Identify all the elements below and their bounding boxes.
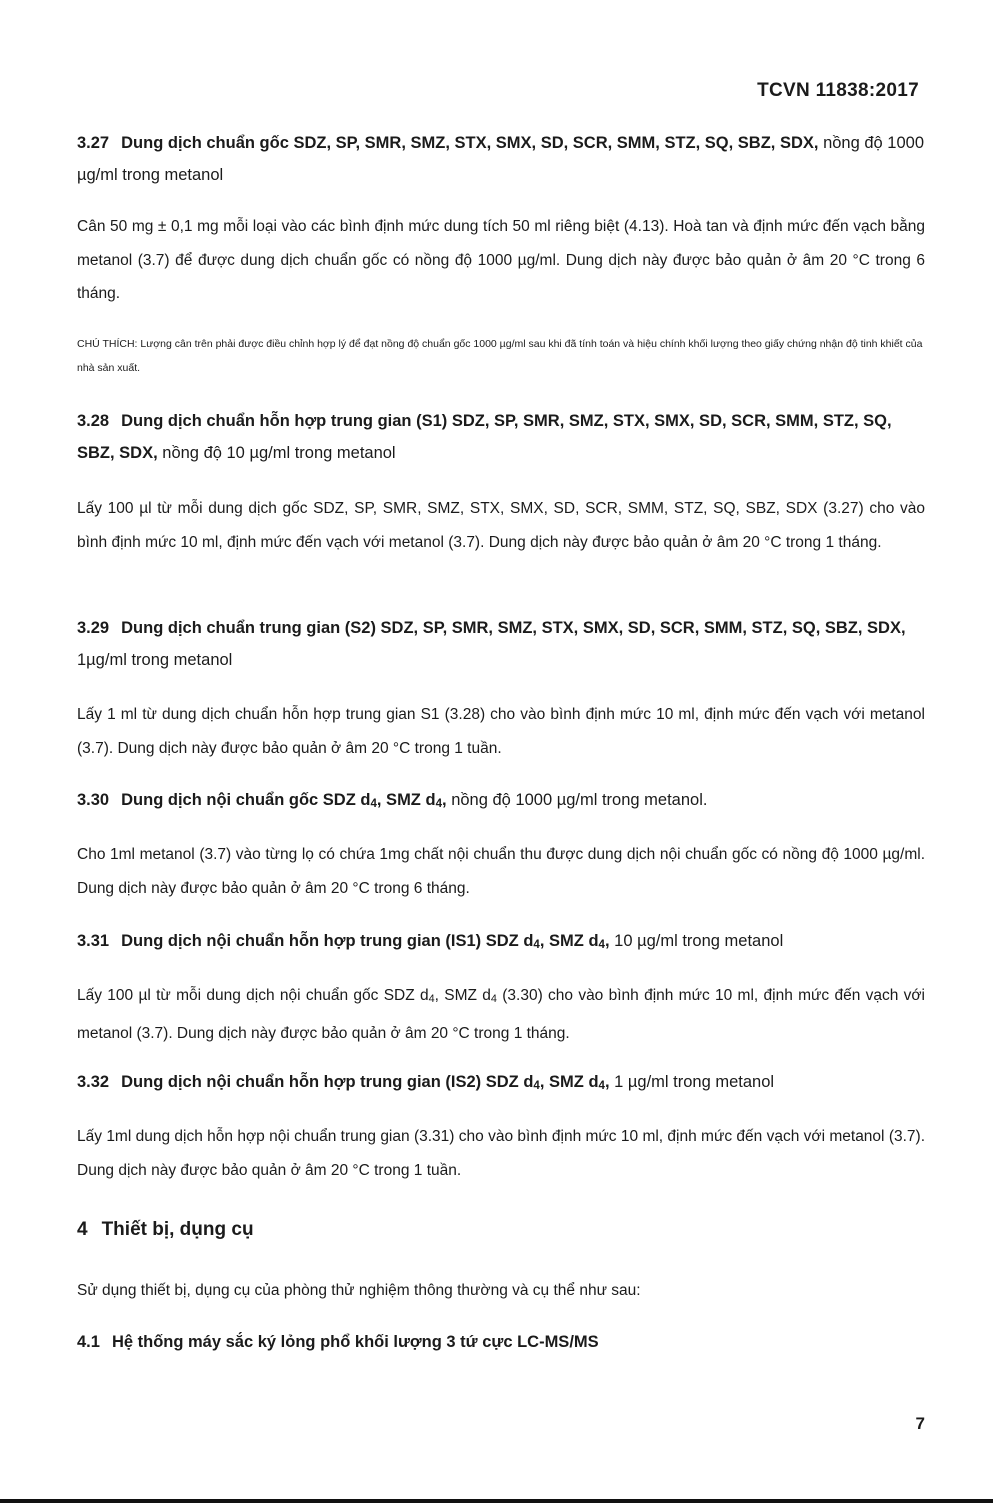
section-3-32-heading	[77, 1066, 925, 1102]
section-number: 3.28	[77, 412, 110, 430]
section-title: Dung dịch chuẩn gốc SDZ, SP, SMR, SMZ, STX, SMX, SD, SCR, SMM, STZ, SQ, SBZ, SDX,	[121, 134, 819, 152]
section-title-rest: 10 µg/ml trong metanol	[614, 932, 784, 950]
section-number: 3.30	[77, 791, 110, 809]
section-number: 3.32	[77, 1073, 110, 1091]
section-title: Hệ thống máy sắc ký lỏng phổ khối lượng 3 tứ cực LC-MS/MS	[111, 1333, 599, 1351]
section-number: 3.27	[77, 134, 110, 152]
section-number: 4	[77, 1219, 88, 1240]
section-3-29-heading	[77, 612, 925, 676]
section-3-29-body: Lấy 1 ml từ dung dịch chuẩn hỗn hợp trung gian S1 (3.28) cho vào bình định mức 10 ml, định mức đến vạch với metanol (3.7). Dung dịch này được bảo quản ở âm 20 °C trong 1 tuần.	[77, 706, 925, 757]
section-title-rest: 1 µg/ml trong metanol	[614, 1073, 775, 1091]
section-3-27-note: CHÚ THÍCH: Lượng cân trên phải được điều chỉnh hợp lý để đạt nồng độ chuẩn gốc 1000 µg/ml sau khi đã tính toán và hiệu chính khối lượng theo giấy chứng nhận độ tinh khiết của nhà sản xuất.	[77, 338, 923, 374]
section-number: 4.1	[77, 1333, 100, 1351]
section-title-rest: nồng độ 10 µg/ml trong metanol	[162, 444, 396, 462]
section-3-30-body: Cho 1ml metanol (3.7) vào từng lọ có chứa 1mg chất nội chuẩn thu được dung dịch nội chuẩn gốc có nồng độ 1000 µg/ml. Dung dịch này được bảo quản ở âm 20 °C trong 6 tháng.	[77, 846, 925, 897]
section-title: Dung dịch nội chuẩn gốc SDZ $d_4$, SMZ $d_4$,	[121, 791, 447, 810]
standard-code: TCVN 11838:2017	[757, 80, 919, 101]
section-3-32-body: Lấy 1ml dung dịch hỗn hợp nội chuẩn trung gian (3.31) cho vào bình định mức 10 ml, định mức đến vạch với metanol (3.7). Dung dịch này được bảo quản ở âm 20 °C trong 1 tuần.	[77, 1128, 925, 1179]
section-4-heading	[77, 1219, 925, 1241]
section-3-31-heading	[77, 925, 925, 961]
section-3-27-heading	[77, 127, 925, 191]
page-bottom-edge	[0, 1499, 993, 1503]
section-3-27-body: Cân 50 mg ± 0,1 mg mỗi loại vào các bình định mức dung tích 50 ml riêng biệt (4.13). Hoà tan và định mức đến vạch bằng metanol (3.7) để được dung dịch chuẩn gốc có nồng độ 1000 µg/ml. Dung dịch này được bảo quản ở âm 20 °C trong 6 tháng.	[77, 218, 925, 302]
section-title-rest: 1µg/ml trong metanol	[77, 651, 233, 669]
section-3-31-body: Lấy 100 µl từ mỗi dung dịch nội chuẩn gốc SDZ $d_4$, SMZ $d_4$ (3.30) cho vào bình định mức 10 ml, định mức đến vạch với metanol (3.7). Dung dịch này được bảo quản ở âm 20 °C trong 1 tháng.	[77, 987, 926, 1042]
page-number: 7	[915, 1414, 925, 1433]
section-3-28-heading	[77, 405, 925, 469]
section-title: Dung dịch nội chuẩn hỗn hợp trung gian (IS2) SDZ $d_4$, SMZ $d_4$,	[121, 1073, 610, 1092]
section-4-intro: Sử dụng thiết bị, dụng cụ của phòng thử nghiệm thông thường và cụ thể như sau:	[77, 1282, 641, 1299]
section-4-1-heading	[77, 1326, 925, 1358]
section-title-rest: nồng độ 1000 µg/ml trong metanol.	[451, 791, 708, 809]
section-title: Dung dịch chuẩn hỗn hợp trung gian (S1) SDZ, SP, SMR, SMZ, STX, SMX, SD, SCR, SMM, STZ, SQ, SBZ, SDX,	[77, 412, 892, 462]
section-title: Dung dịch chuẩn trung gian (S2) SDZ, SP, SMR, SMZ, STX, SMX, SD, SCR, SMM, STZ, SQ, SBZ, SDX,	[121, 619, 906, 637]
section-title: Dung dịch nội chuẩn hỗn hợp trung gian (IS1) SDZ $d_4$, SMZ $d_4$,	[121, 932, 610, 951]
section-title-rest: nồng độ 1000 µg/ml trong metanol	[77, 134, 924, 184]
section-3-30-heading	[77, 784, 925, 820]
section-number: 3.29	[77, 619, 110, 637]
section-number: 3.31	[77, 932, 110, 950]
section-title: Thiết bị, dụng cụ	[101, 1219, 254, 1240]
section-3-28-body: Lấy 100 µl từ mỗi dung dịch gốc SDZ, SP, SMR, SMZ, STX, SMX, SD, SCR, SMM, STZ, SQ, SBZ, SDX (3.27) cho vào bình định mức 10 ml, định mức đến vạch với metanol (3.7). Dung dịch này được bảo quản ở âm 20 °C trong 1 tháng.	[77, 500, 925, 551]
